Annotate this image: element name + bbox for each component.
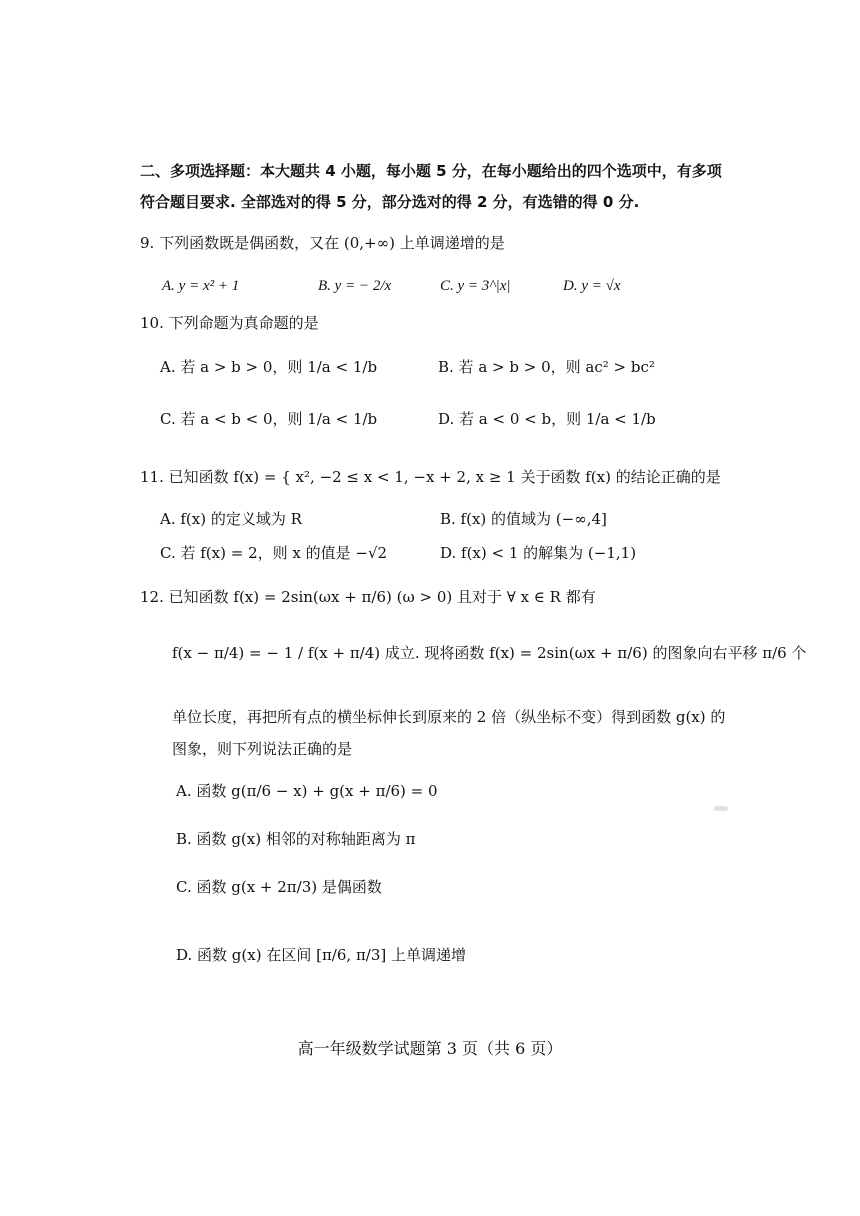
q9-option-b: B. y = − 2/x	[318, 278, 392, 294]
q9-option-d: D. y = √x	[563, 278, 621, 294]
question-12-stem-line3: 单位长度，再把所有点的横坐标伸长到原来的 2 倍（纵坐标不变）得到函数 g(x) 的	[172, 708, 726, 726]
q10-option-c: C. 若 a < b < 0，则 1/a < 1/b	[160, 410, 378, 428]
question-12-stem-line1: 12. 已知函数 f(x) = 2sin(ωx + π/6) (ω > 0) 且对于 ∀ x ∈ R 都有	[140, 588, 596, 606]
q12-option-b: B. 函数 g(x) 相邻的对称轴距离为 π	[176, 830, 416, 848]
scan-smudge	[714, 806, 728, 811]
q10-option-a: A. 若 a > b > 0，则 1/a < 1/b	[160, 358, 378, 376]
question-9-stem: 9. 下列函数既是偶函数，又在 (0,+∞) 上单调递增的是	[140, 234, 505, 252]
section-heading-line1: 二、多项选择题：本大题共 4 小题，每小题 5 分，在每小题给出的四个选项中，有多项	[140, 162, 722, 180]
q10-option-d: D. 若 a < 0 < b，则 1/a < 1/b	[438, 410, 656, 428]
q11-option-c: C. 若 f(x) = 2，则 x 的值是 −√2	[160, 544, 388, 562]
q9-option-c: C. y = 3^|x|	[440, 278, 511, 294]
q9-option-a: A. y = x² + 1	[162, 278, 240, 294]
q12-option-c: C. 函数 g(x + 2π/3) 是偶函数	[176, 878, 382, 896]
q12-option-a: A. 函数 g(π/6 − x) + g(x + π/6) = 0	[176, 782, 438, 800]
q11-option-d: D. f(x) < 1 的解集为 (−1,1)	[440, 544, 637, 562]
section-heading-line2: 符合题目要求. 全部选对的得 5 分，部分选对的得 2 分，有选错的得 0 分.	[140, 193, 640, 211]
q12-option-d: D. 函数 g(x) 在区间 [π/6, π/3] 上单调递增	[176, 946, 467, 964]
question-12-stem-line4: 图象，则下列说法正确的是	[172, 740, 353, 758]
page-footer: 高一年级数学试题第 3 页（共 6 页）	[297, 1039, 563, 1058]
question-12-stem-line2: f(x − π/4) = − 1 / f(x + π/4) 成立. 现将函数 f(x) = 2sin(ωx + π/6) 的图象向右平移 π/6 个	[172, 644, 807, 662]
q10-option-b: B. 若 a > b > 0，则 ac² > bc²	[438, 358, 655, 376]
q11-option-b: B. f(x) 的值域为 (−∞,4]	[440, 510, 607, 528]
q11-option-a: A. f(x) 的定义域为 R	[160, 510, 302, 528]
question-10-stem: 10. 下列命题为真命题的是	[140, 314, 319, 332]
question-11-stem: 11. 已知函数 f(x) = { x², −2 ≤ x < 1, −x + 2, x ≥ 1 关于函数 f(x) 的结论正确的是	[140, 468, 721, 486]
